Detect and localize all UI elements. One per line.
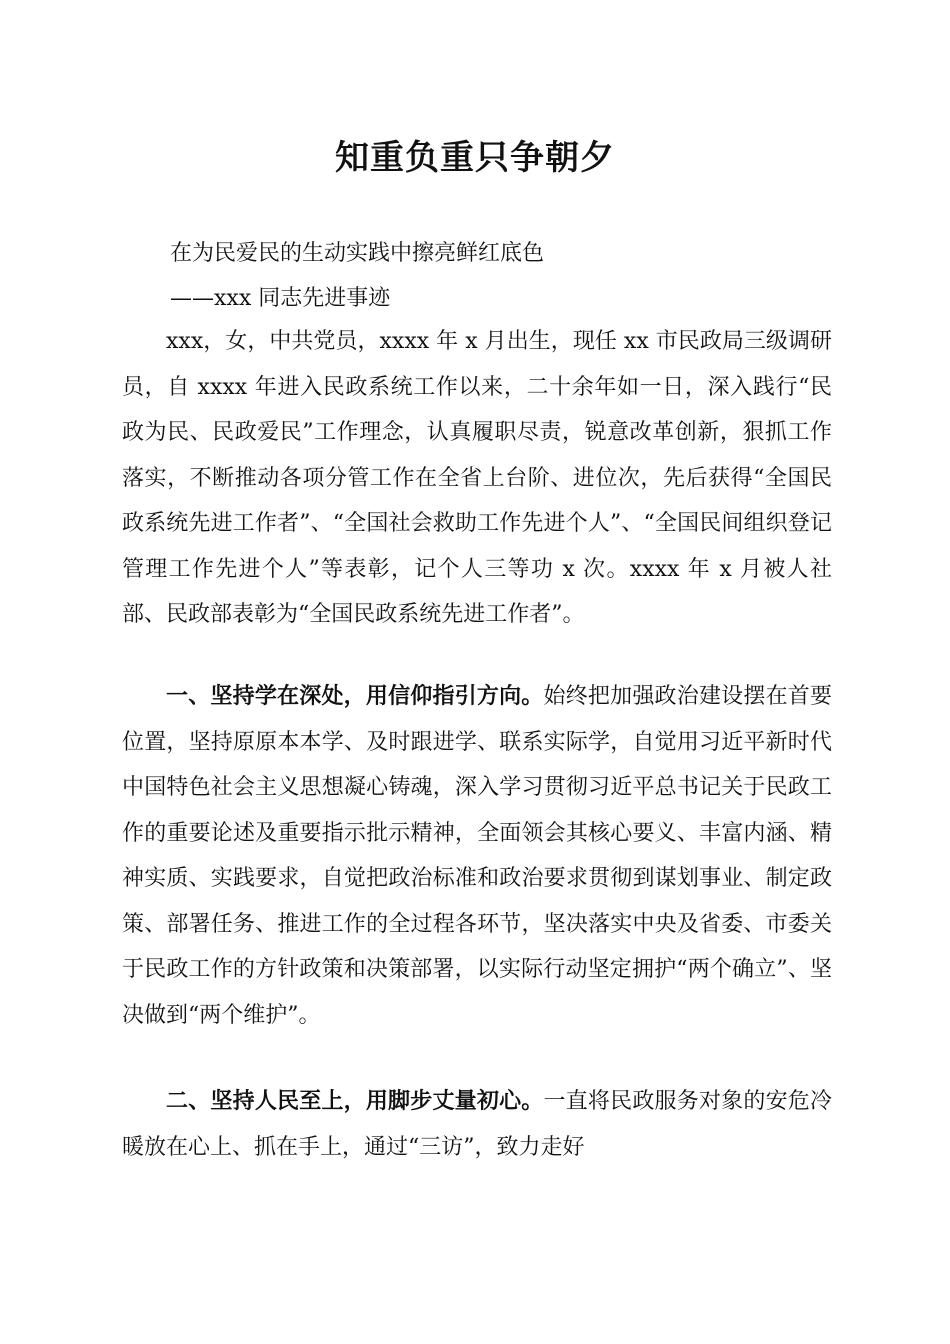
section-1-text: 始终把加强政治建设摆在首要位置，坚持原原本本学、及时跟进学、联系实际学，自觉用习近平新时代中国特色社会主义思想凝心铸魂，深入学习贯彻习近平总书记关于民政工作的重要论述及重要指示批示精神，全面领会其核心要义、丰富内涵、精神实质、实践要求，自觉把政治标准和政治要求贯彻到谋划事业、制定政策、部署任务、推进工作的全过程各环节，坚决落实中央及省委、市委关于民政工作的方针政策和决策部署，以实际行动坚定拥护“两个确立”、坚决做到“两个维护”。 bbox=[122, 684, 832, 1028]
section-1-paragraph bbox=[122, 674, 832, 1038]
intro-paragraph: xxx，女，中共党员，xxxx 年 x 月出生，现任 xx 市民政局三级调研员，自 xxxx 年进入民政系统工作以来，二十余年如一日，深入践行“民政为民、民政爱民”工作理念，认真履职尽责，锐意改革创新，狠抓工作落实，不断推动各项分管工作在全省上台阶、进位次，先后获得“全国民政系统先进工作者”、“全国社会救助工作先进个人”、“全国民间组织登记管理工作先进个人”等表彰，记个人三等功 x 次。xxxx 年 x 月被人社部、民政部表彰为“全国民政系统先进工作者”。 bbox=[122, 329, 832, 627]
section-2-heading: 二、坚持人民至上，用脚步丈量初心。 bbox=[166, 1089, 544, 1114]
subtitle-line-1: 在为民爱民的生动实践中擦亮鲜红底色 bbox=[170, 241, 545, 266]
subtitle-line-2: ——xxx 同志先进事迹 bbox=[170, 286, 391, 311]
section-1-heading: 一、坚持学在深处，用信仰指引方向。 bbox=[166, 684, 544, 709]
section-2-paragraph bbox=[122, 1079, 832, 1170]
document-title: 知重负重只争朝夕 bbox=[335, 138, 615, 178]
section-2-text: 一直将民政服务对象的安危冷暖放在心上、抓在手上，通过“三访”，致力走好 bbox=[122, 1089, 832, 1160]
